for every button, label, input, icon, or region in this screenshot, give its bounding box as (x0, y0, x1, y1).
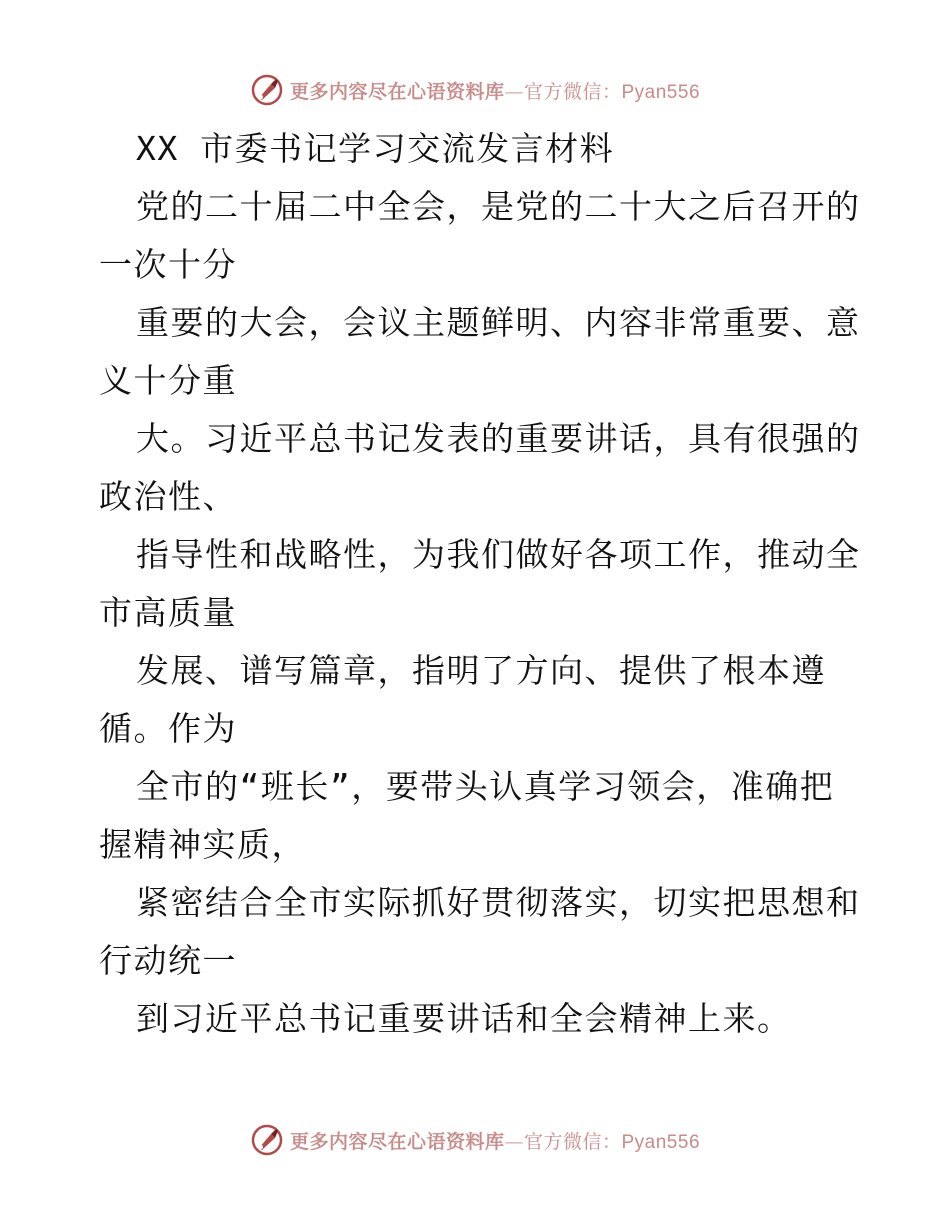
paragraph-line: 指导性和战略性，为我们做好各项工作，推动全 (136, 535, 861, 574)
watermark-id: Pyan556 (621, 1131, 701, 1153)
watermark-separator: — (504, 1130, 524, 1153)
watermark-brand: 更多内容尽在心语资料库 (289, 1130, 505, 1153)
paragraph-line: 行动统一 (99, 941, 237, 980)
paragraph-line: 全市的“班长”，要带头认真学习领会，准确把 (136, 767, 835, 806)
pen-nib-logo-icon (250, 1123, 284, 1157)
footer-watermark (0, 1120, 950, 1160)
document-body (99, 120, 859, 1048)
paragraph-line: 到习近平总书记重要讲话和全会精神上来。 (136, 999, 792, 1038)
paragraph-line: 循。作为 (99, 709, 237, 748)
watermark-id: Pyan556 (621, 81, 701, 103)
watermark-separator: — (504, 80, 524, 103)
paragraph-line: 紧密结合全市实际抓好贯彻落实，切实把思想和 (136, 883, 861, 922)
paragraph-line: 重要的大会，会议主题鲜明、内容非常重要、意 (136, 303, 861, 342)
paragraph-line: 大。习近平总书记发表的重要讲话，具有很强的 (136, 419, 861, 458)
header-watermark (0, 70, 950, 110)
document-title: XX 市委书记学习交流发言材料 (136, 129, 615, 168)
watermark-contact: 官方微信： (523, 1130, 622, 1153)
watermark-text (290, 1127, 700, 1154)
paragraph-line: 发展、谱写篇章，指明了方向、提供了根本遵 (136, 651, 826, 690)
watermark-text (290, 77, 700, 104)
paragraph-line: 一次十分 (99, 245, 237, 284)
paragraph-line: 政治性、 (99, 477, 237, 516)
paragraph-line: 市高质量 (99, 593, 237, 632)
watermark-contact: 官方微信： (523, 80, 622, 103)
paragraph-line: 握精神实质， (99, 825, 306, 864)
watermark-brand: 更多内容尽在心语资料库 (289, 80, 505, 103)
pen-nib-logo-icon (250, 73, 284, 107)
paragraph-line: 义十分重 (99, 361, 237, 400)
paragraph-line: 党的二十届二中全会，是党的二十大之后召开的 (136, 187, 861, 226)
